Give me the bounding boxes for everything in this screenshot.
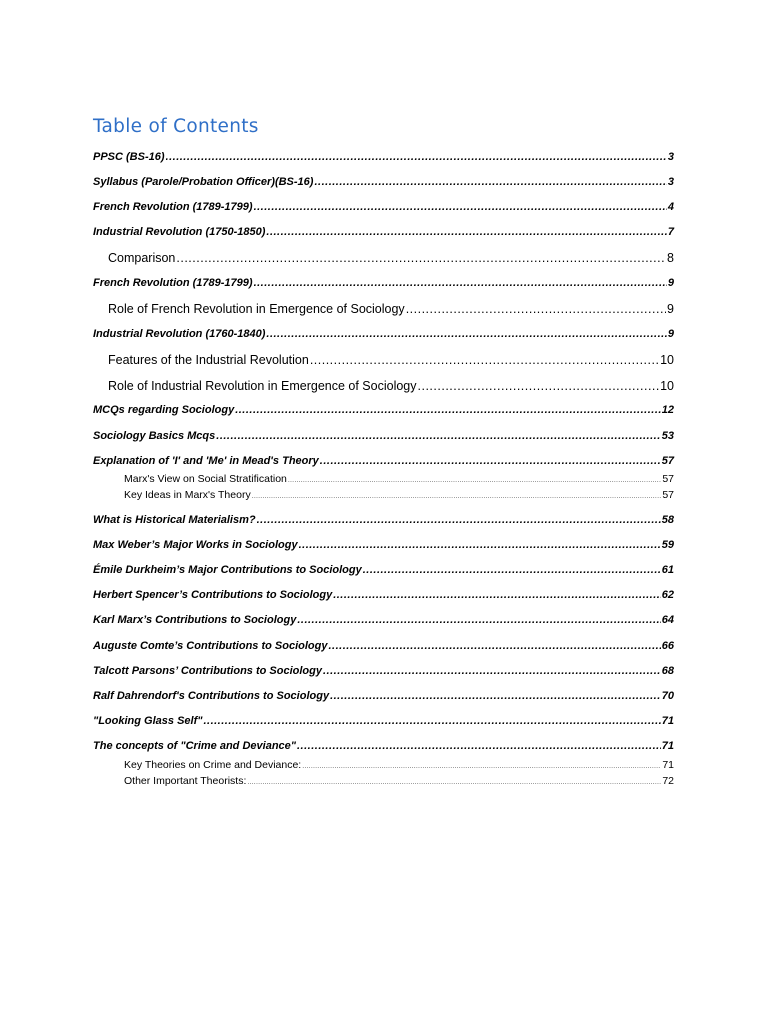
toc-entry[interactable] [93,565,674,576]
toc-entry[interactable] [124,490,674,501]
toc-entry-title: Syllabus (Parole/Probation Officer)(BS-16) [93,176,314,188]
toc-entry[interactable] [108,252,674,265]
toc-entry-page-number: 62 [661,589,674,601]
toc-entry-title: Herbert Spencer’s Contributions to Sociology [93,589,333,601]
toc-entry-page-number: 8 [667,251,674,265]
toc-entry[interactable] [93,177,674,188]
toc-entry-title: Talcott Parsons’ Contributions to Sociology [93,665,322,677]
toc-entry-page-number: 57 [662,489,674,501]
toc-dot-leader [252,493,662,500]
toc-entry[interactable] [93,227,674,238]
toc-entry[interactable] [93,405,674,416]
toc-entry[interactable] [93,666,674,677]
toc-entry-title: Comparison [108,251,176,265]
toc-entry[interactable] [108,303,674,316]
toc-entry-title: MCQs regarding Sociology [93,404,235,416]
toc-entry-title: Industrial Revolution (1760-1840) [93,328,266,340]
toc-dot-leader [363,565,661,576]
toc-entry-page-number: 71 [661,740,674,752]
toc-dot-leader [320,456,661,467]
toc-dot-leader [254,202,667,213]
toc-entry-title: Karl Marx’s Contributions to Sociology [93,614,297,626]
toc-entry-page-number: 57 [662,473,674,485]
toc-entry-title: Marx's View on Social Stratification [124,473,287,485]
toc-entry-title: Émile Durkheim’s Major Contributions to Sociology [93,564,362,576]
toc-entry[interactable] [124,776,674,787]
toc-entry-page-number: 9 [667,328,674,340]
toc-dot-leader [166,152,667,163]
toc-dot-leader [254,278,667,289]
toc-entry-title: Key Theories on Crime and Deviance: [124,759,302,771]
toc-entry[interactable] [93,615,674,626]
toc-entry[interactable] [93,590,674,601]
toc-entry-title: Industrial Revolution (1750-1850) [93,226,266,238]
toc-entry-page-number: 12 [661,404,674,416]
toc-dot-leader [330,691,661,702]
toc-entry-title: "Looking Glass Self" [93,715,203,727]
toc-entry[interactable] [93,716,674,727]
toc-entry-title: French Revolution (1789-1799) [93,277,253,289]
toc-dot-leader [323,666,661,677]
toc-dot-leader [235,405,661,416]
toc-entry-page-number: 3 [667,176,674,188]
toc-entry-page-number: 3 [667,151,674,163]
toc-entry[interactable] [124,474,674,485]
toc-entry-page-number: 9 [667,277,674,289]
toc-entry-title: PPSC (BS-16) [93,151,165,163]
toc-dot-leader [257,515,661,526]
toc-entry-title: Role of French Revolution in Emergence of Sociology [108,302,405,316]
toc-entry-page-number: 72 [662,775,674,787]
toc-entry-page-number: 9 [667,302,674,316]
toc-entry-page-number: 10 [660,379,674,393]
toc-dot-leader [247,779,661,786]
toc-entry-title: The concepts of "Crime and Deviance" [93,740,296,752]
toc-entry-page-number: 61 [661,564,674,576]
toc-entry-page-number: 58 [661,514,674,526]
toc-dot-leader [297,615,660,626]
toc-dot-leader [302,763,661,770]
toc-entry-page-number: 57 [661,455,674,467]
toc-dot-leader [288,477,661,484]
toc-entry-page-number: 66 [661,640,674,652]
toc-entry-title: Max Weber’s Major Works in Sociology [93,539,298,551]
toc-entry[interactable] [93,329,674,340]
toc-entry[interactable] [108,354,674,367]
toc-entry-page-number: 53 [661,430,674,442]
toc-entry-page-number: 68 [661,665,674,677]
toc-entry[interactable] [124,760,674,771]
toc-entry-title: Features of the Industrial Revolution [108,353,309,367]
toc-entry-page-number: 7 [667,226,674,238]
toc-title: Table of Contents [93,116,259,137]
toc-entry-page-number: 59 [661,539,674,551]
toc-entry-page-number: 71 [661,715,674,727]
toc-dot-leader [314,177,666,188]
toc-entry[interactable] [93,540,674,551]
toc-entry[interactable] [93,741,674,752]
toc-dot-leader [266,227,666,238]
toc-dot-leader [418,380,660,393]
toc-entry-title: French Revolution (1789-1799) [93,201,253,213]
toc-entry[interactable] [108,380,674,393]
toc-entry-title: Role of Industrial Revolution in Emergence of Sociology [108,379,417,393]
toc-entry-title: Key Ideas in Marx's Theory [124,489,251,501]
toc-dot-leader [216,431,660,442]
toc-entry-page-number: 71 [662,759,674,771]
toc-entry-page-number: 70 [661,690,674,702]
toc-entry-page-number: 10 [660,353,674,367]
toc-dot-leader [328,641,660,652]
toc-dot-leader [203,716,660,727]
toc-entry[interactable] [93,278,674,289]
toc-entry-page-number: 64 [661,614,674,626]
toc-entry-title: Other Important Theorists: [124,775,247,787]
toc-dot-leader [266,329,666,340]
toc-entry[interactable] [93,456,674,467]
toc-entry[interactable] [93,691,674,702]
toc-dot-leader [297,741,661,752]
toc-entry[interactable] [93,431,674,442]
toc-dot-leader [176,252,666,265]
toc-entry[interactable] [93,641,674,652]
toc-entry-page-number: 4 [667,201,674,213]
toc-dot-leader [333,590,661,601]
toc-dot-leader [299,540,661,551]
toc-dot-leader [406,303,666,316]
toc-entry[interactable] [93,515,674,526]
toc-dot-leader [310,354,659,367]
toc-entry-title: Auguste Comte’s Contributions to Sociology [93,640,328,652]
toc-entry[interactable] [93,202,674,213]
toc-entry-title: Ralf Dahrendorf's Contributions to Sociology [93,690,330,702]
toc-entry[interactable] [93,152,674,163]
toc-entry-title: What is Historical Materialism? [93,514,256,526]
toc-entry-title: Explanation of 'I' and 'Me' in Mead's Theory [93,455,319,467]
toc-entry-title: Sociology Basics Mcqs [93,430,216,442]
